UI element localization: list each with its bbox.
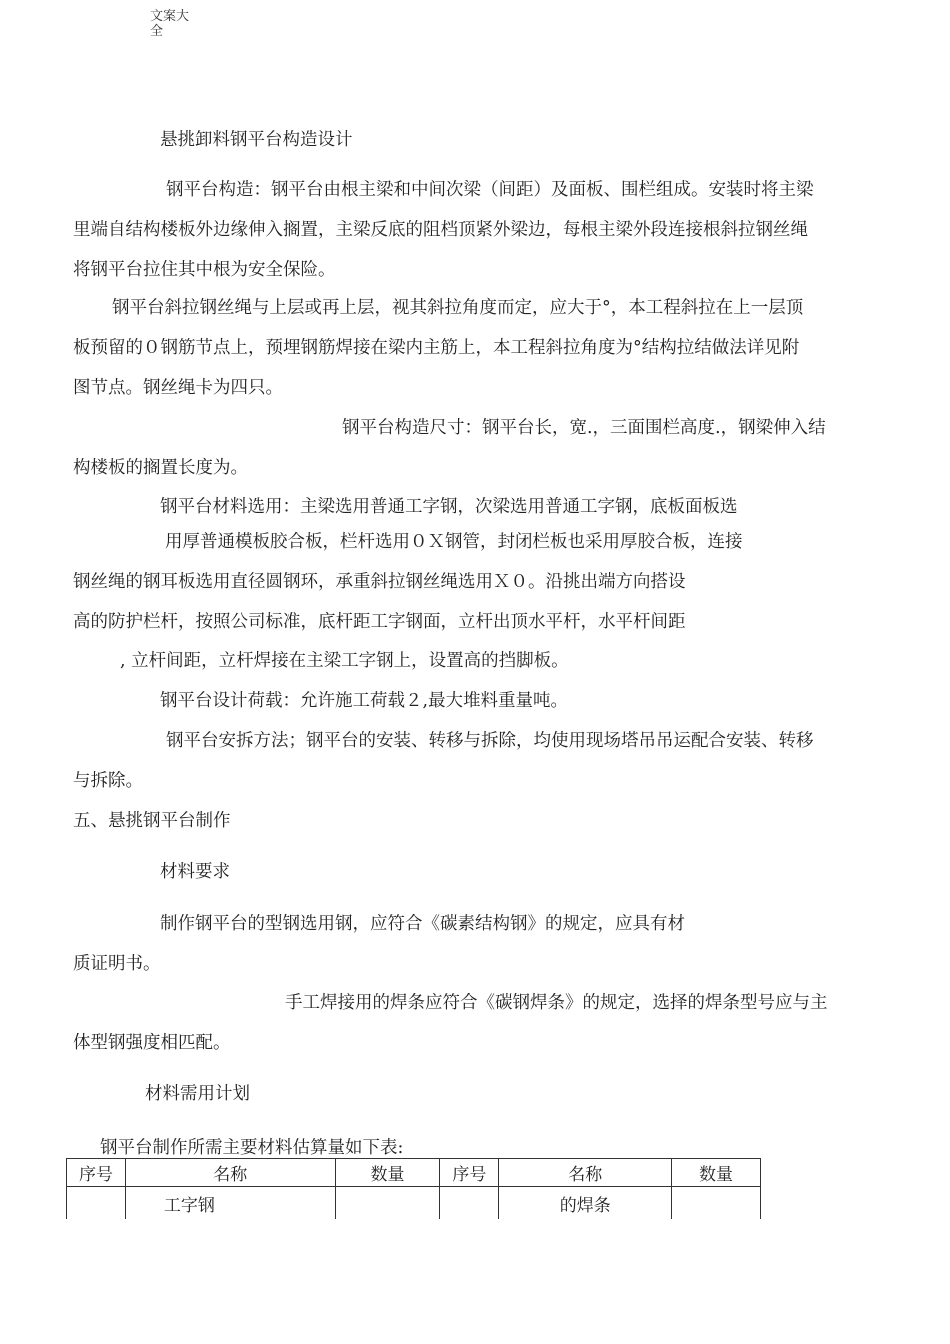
header-text-line2: 全 xyxy=(150,24,164,39)
paragraph-welding-line2: 体型钢强度相匹配。 xyxy=(73,1033,231,1053)
paragraph-cable-line3: 图节点。钢丝绳卡为四只。 xyxy=(73,378,283,398)
header-cell-quantity: 数量 xyxy=(672,1159,761,1187)
table-cell: 的焊条 xyxy=(499,1187,672,1220)
paragraph-install-line2: 与拆除。 xyxy=(73,771,143,791)
table-cell xyxy=(335,1187,440,1220)
paragraph-load: 钢平台设计荷载：允许施工荷载２,最大堆料重量吨。 xyxy=(160,691,569,711)
paragraph-materials-line2: 用厚普通模板胶合板，栏杆选用０Ｘ钢管，封闭栏板也采用厚胶合板，连接 xyxy=(165,532,743,552)
paragraph-materials-line3: 钢丝绳的钢耳板选用直径圆钢环，承重斜拉钢丝绳选用Ｘ０。沿挑出端方向搭设 xyxy=(73,572,686,592)
table-cell xyxy=(67,1187,126,1220)
subheading-material-plan: 材料需用计划 xyxy=(145,1084,250,1104)
table-cell: 工字钢 xyxy=(125,1187,335,1220)
paragraph-welding-line1: 手工焊接用的焊条应符合《碳钢焊条》的规定，选择的焊条型号应与主 xyxy=(285,993,828,1013)
paragraph-install-line1: 钢平台安拆方法；钢平台的安装、转移与拆除，均使用现场塔吊吊运配合安装、转移 xyxy=(166,731,814,751)
paragraph-materials-line1: 钢平台材料选用：主梁选用普通工字钢，次梁选用普通工字钢，底板面板选 xyxy=(160,497,738,517)
table-header-row xyxy=(67,1159,761,1187)
paragraph-dimensions-line1: 钢平台构造尺寸：钢平台长，宽.，三面围栏高度.，钢梁伸入结 xyxy=(342,418,826,438)
section-title: 悬挑卸料钢平台构造设计 xyxy=(160,130,353,150)
paragraph-structure-line2: 里端自结构楼板外边缘伸入搁置，主梁反底的阻档顶紧外梁边，每根主梁外段连接根斜拉钢丝绳 xyxy=(73,220,808,240)
paragraph-structure-line3: 将钢平台拉住其中根为安全保险。 xyxy=(73,260,336,280)
header-cell-name: 名称 xyxy=(499,1159,672,1187)
paragraph-materials-line4: 高的防护栏杆，按照公司标准，底杆距工字钢面，立杆出顶水平杆，水平杆间距 xyxy=(73,612,686,632)
header-cell-quantity: 数量 xyxy=(335,1159,440,1187)
table-row xyxy=(67,1187,761,1220)
materials-table xyxy=(66,1158,761,1219)
header-text-line1: 文案大 xyxy=(150,9,190,24)
paragraph-cable-line1: 钢平台斜拉钢丝绳与上层或再上层，视其斜拉角度而定，应大于°，本工程斜拉在上一层顶 xyxy=(112,298,804,318)
paragraph-steel-line1: 制作钢平台的型钢选用钢，应符合《碳素结构钢》的规定，应具有材 xyxy=(160,914,685,934)
paragraph-cable-line2: 板预留的０钢筋节点上，预埋钢筋焊接在梁内主筋上，本工程斜拉角度为°结构拉结做法详见附 xyxy=(73,338,800,358)
table-intro: 钢平台制作所需主要材料估算量如下表: xyxy=(100,1138,404,1158)
paragraph-dimensions-line2: 构楼板的搁置长度为。 xyxy=(73,458,248,478)
table-cell xyxy=(440,1187,499,1220)
paragraph-steel-line2: 质证明书。 xyxy=(73,954,161,974)
subheading-material-requirements: 材料要求 xyxy=(160,862,230,882)
table-cell xyxy=(672,1187,761,1220)
header-cell-index: 序号 xyxy=(440,1159,499,1187)
header-cell-name: 名称 xyxy=(125,1159,335,1187)
section-heading-5: 五、悬挑钢平台制作 xyxy=(73,811,231,831)
paragraph-materials-line5: , 立杆间距，立杆焊接在主梁工字钢上，设置高的挡脚板。 xyxy=(120,651,569,671)
paragraph-structure-line1: 钢平台构造：钢平台由根主梁和中间次梁（间距）及面板、围栏组成。安装时将主梁 xyxy=(166,180,814,200)
header-cell-index: 序号 xyxy=(67,1159,126,1187)
